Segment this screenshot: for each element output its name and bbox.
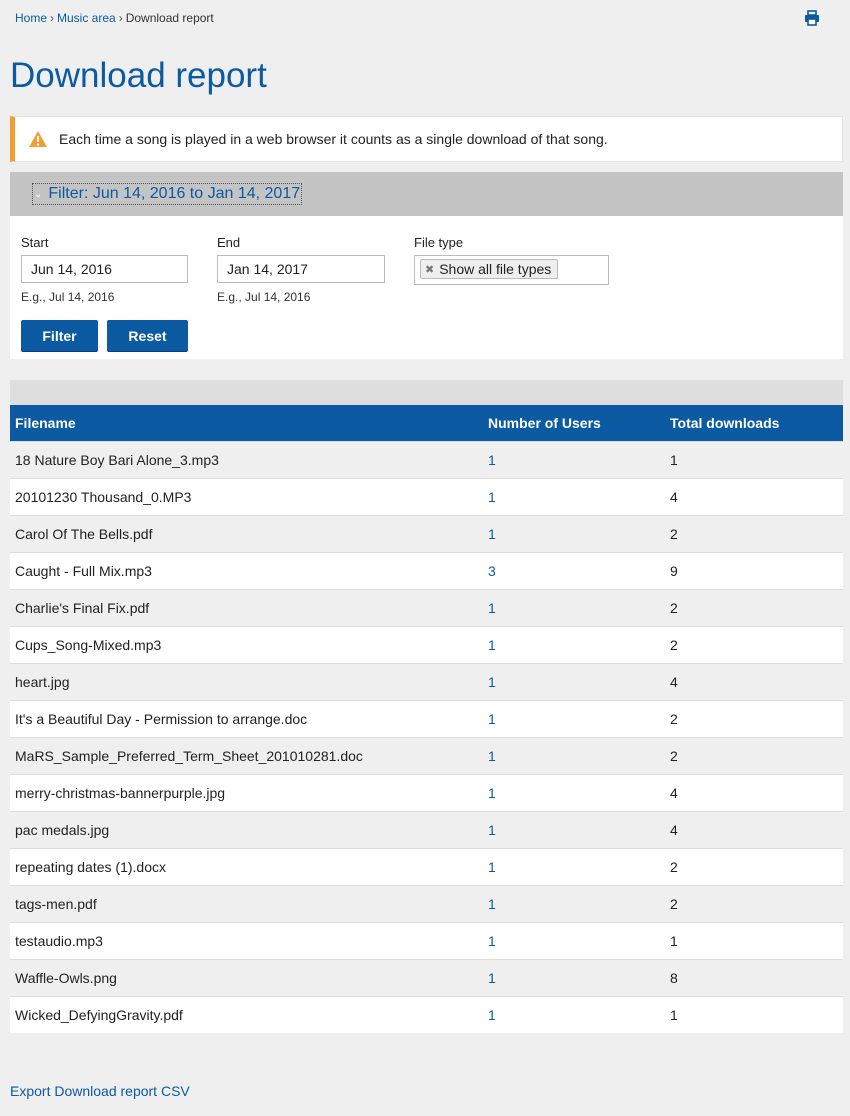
filter-header (10, 172, 843, 216)
users-cell (483, 774, 665, 811)
filename-cell: heart.jpg (10, 663, 483, 700)
filename-cell: Cups_Song-Mixed.mp3 (10, 626, 483, 663)
filename-cell: Caught - Full Mix.mp3 (10, 552, 483, 589)
users-cell (483, 441, 665, 478)
users-cell (483, 700, 665, 737)
table-row (10, 774, 843, 811)
users-count-link[interactable]: 1 (488, 599, 496, 616)
file-type-select[interactable] (414, 255, 609, 285)
filename-cell: repeating dates (1).docx (10, 848, 483, 885)
downloads-cell: 2 (665, 589, 843, 626)
downloads-cell: 4 (665, 478, 843, 515)
users-cell (483, 848, 665, 885)
file-type-tag (420, 259, 558, 279)
breadcrumb-music-area-link[interactable]: Music area (57, 11, 116, 25)
users-count-link[interactable]: 1 (488, 747, 496, 764)
export-csv-link[interactable]: Export Download report CSV (10, 1083, 190, 1099)
alert-text: Each time a song is played in a web browser it counts as a single download of that song. (59, 131, 608, 147)
users-count-link[interactable]: 3 (488, 562, 496, 579)
start-date-input[interactable]: Jun 14, 2016 (21, 255, 188, 283)
report-table-container (10, 380, 843, 1033)
users-cell (483, 515, 665, 552)
downloads-cell: 1 (665, 996, 843, 1033)
filename-cell: Carol Of The Bells.pdf (10, 515, 483, 552)
table-row (10, 589, 843, 626)
users-cell (483, 922, 665, 959)
table-row (10, 515, 843, 552)
file-type-label: File type (414, 235, 464, 250)
table-header-row (10, 405, 843, 441)
table-row (10, 700, 843, 737)
downloads-cell: 9 (665, 552, 843, 589)
downloads-cell: 2 (665, 885, 843, 922)
users-cell (483, 959, 665, 996)
filename-cell: merry-christmas-bannerpurple.jpg (10, 774, 483, 811)
users-cell (483, 626, 665, 663)
filename-cell: MaRS_Sample_Preferred_Term_Sheet_201010281.doc (10, 737, 483, 774)
users-count-link[interactable]: 1 (488, 488, 496, 505)
filename-cell: Charlie's Final Fix.pdf (10, 589, 483, 626)
start-hint: E.g., Jul 14, 2016 (21, 290, 115, 304)
table-row (10, 885, 843, 922)
users-count-link[interactable]: 1 (488, 784, 496, 801)
print-icon[interactable] (804, 10, 820, 26)
end-label: End (217, 235, 241, 250)
filename-cell: pac medals.jpg (10, 811, 483, 848)
filter-toggle-label: Filter: Jun 14, 2016 to Jan 14, 2017 (48, 185, 301, 202)
end-hint: E.g., Jul 14, 2016 (217, 290, 311, 304)
number-of-users-header[interactable]: Number of Users (488, 414, 601, 431)
filename-header[interactable]: Filename (15, 414, 76, 431)
table-row (10, 552, 843, 589)
breadcrumb (15, 11, 214, 25)
filename-cell: testaudio.mp3 (10, 922, 483, 959)
users-count-link[interactable]: 1 (488, 636, 496, 653)
users-cell (483, 552, 665, 589)
users-count-link[interactable]: 1 (488, 451, 496, 468)
warning-icon (28, 130, 48, 148)
start-field (21, 235, 188, 304)
downloads-cell: 2 (665, 626, 843, 663)
breadcrumb-separator: › (118, 11, 123, 25)
users-cell (483, 663, 665, 700)
download-report-table (10, 405, 843, 1033)
filename-cell: tags-men.pdf (10, 885, 483, 922)
table-row (10, 922, 843, 959)
end-field (217, 235, 385, 304)
table-row (10, 996, 843, 1033)
table-row (10, 848, 843, 885)
file-type-field (414, 235, 609, 285)
users-count-link[interactable]: 1 (488, 821, 496, 838)
breadcrumb-home-link[interactable]: Home (15, 11, 48, 25)
table-row (10, 959, 843, 996)
table-row (10, 737, 843, 774)
downloads-cell: 1 (665, 441, 843, 478)
users-cell (483, 589, 665, 626)
info-alert (10, 116, 843, 162)
users-count-link[interactable]: 1 (488, 673, 496, 690)
table-row (10, 663, 843, 700)
filename-cell: Waffle-Owls.png (10, 959, 483, 996)
filter-toggle[interactable] (32, 183, 302, 205)
downloads-cell: 1 (665, 922, 843, 959)
users-cell (483, 811, 665, 848)
filter-button[interactable]: Filter (21, 320, 98, 351)
file-type-tag-label: Show all file types (439, 261, 552, 277)
close-icon[interactable]: ✖ (425, 263, 435, 276)
downloads-cell: 2 (665, 848, 843, 885)
reset-button[interactable]: Reset (107, 320, 188, 351)
breadcrumb-current: Download report (125, 11, 214, 25)
total-downloads-header[interactable]: Total downloads (670, 414, 780, 431)
page-title: Download report (10, 56, 267, 95)
downloads-cell: 2 (665, 515, 843, 552)
filename-cell: 18 Nature Boy Bari Alone_3.mp3 (10, 441, 483, 478)
filename-cell: It's a Beautiful Day - Permission to arrange.doc (10, 700, 483, 737)
filename-cell: Wicked_DefyingGravity.pdf (10, 996, 483, 1033)
filename-cell: 20101230 Thousand_0.MP3 (10, 478, 483, 515)
downloads-cell: 2 (665, 700, 843, 737)
chevron-down-icon: ⌄ (34, 188, 43, 200)
start-label: Start (21, 235, 49, 250)
downloads-cell: 8 (665, 959, 843, 996)
end-date-input[interactable]: Jan 14, 2017 (217, 255, 385, 283)
filter-panel (10, 172, 843, 359)
table-row (10, 441, 843, 478)
users-count-link[interactable]: 1 (488, 969, 496, 986)
downloads-cell: 4 (665, 663, 843, 700)
users-count-link[interactable]: 1 (488, 1006, 496, 1023)
downloads-cell: 4 (665, 811, 843, 848)
breadcrumb-separator: › (50, 11, 55, 25)
users-count-link[interactable]: 1 (488, 710, 496, 727)
users-cell (483, 996, 665, 1033)
downloads-cell: 2 (665, 737, 843, 774)
downloads-cell: 4 (665, 774, 843, 811)
users-count-link[interactable]: 1 (488, 895, 496, 912)
users-count-link[interactable]: 1 (488, 932, 496, 949)
table-row (10, 626, 843, 663)
users-cell (483, 885, 665, 922)
users-cell (483, 737, 665, 774)
users-count-link[interactable]: 1 (488, 858, 496, 875)
table-row (10, 478, 843, 515)
users-cell (483, 478, 665, 515)
table-row (10, 811, 843, 848)
users-count-link[interactable]: 1 (488, 525, 496, 542)
